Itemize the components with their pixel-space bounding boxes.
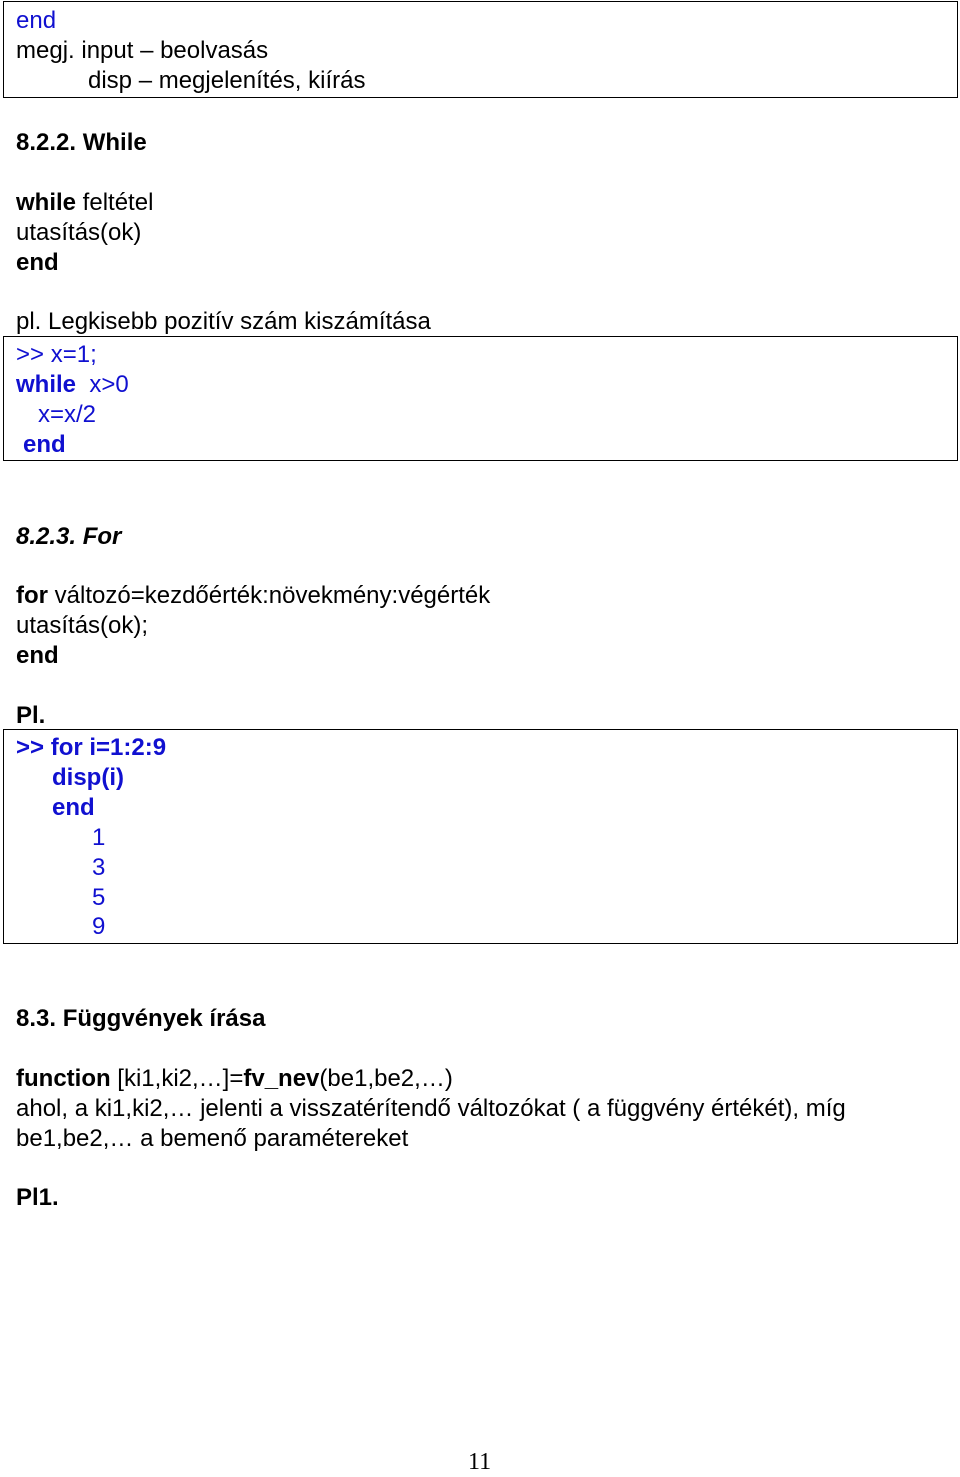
code: for i=1:2:9: [50, 734, 167, 761]
box3-output-4: 9: [92, 913, 106, 940]
box3-output-3: 5: [92, 884, 106, 911]
box3-line2: disp(i): [52, 764, 124, 791]
func-desc-2: be1,be2,… a bemenő paramétereket: [16, 1125, 409, 1152]
box2-line4: end: [23, 431, 66, 458]
outputs-list: [ki1,ki2,…]=: [110, 1065, 244, 1092]
box2-line1: [16, 340, 97, 370]
prompt: >>: [16, 341, 51, 368]
box3-output-1: 1: [92, 824, 106, 851]
while-body: utasítás(ok): [16, 219, 142, 246]
func-pl1: Pl1.: [16, 1184, 59, 1211]
for-syntax: [16, 581, 490, 611]
function-name: fv_nev: [243, 1065, 320, 1092]
box1-disp: disp – megjelenítés, kiírás: [88, 67, 366, 94]
for-range: változó=kezdőérték:növekmény:végérték: [48, 582, 491, 609]
while-end: end: [16, 249, 59, 276]
box2-line2: [16, 370, 129, 400]
box3-line1: [16, 733, 166, 763]
func-syntax: [16, 1064, 453, 1094]
box1-end: end: [16, 7, 57, 34]
code: x>0: [76, 371, 129, 398]
box3-line3: end: [52, 794, 95, 821]
prompt: >>: [16, 734, 51, 761]
box1-megj-input: megj. input – beolvasás: [16, 37, 269, 64]
func-desc-1: ahol, a ki1,ki2,… jelenti a visszatérítendő változókat ( a függvény értékét), míg: [16, 1095, 846, 1122]
page-number: 11: [468, 1449, 492, 1475]
inputs-list: (be1,be2,…): [319, 1065, 453, 1092]
for-end: end: [16, 642, 59, 669]
for-heading: 8.2.3. For: [16, 523, 122, 550]
for-keyword: for: [16, 582, 48, 609]
while-heading: 8.2.2. While: [16, 129, 147, 156]
func-heading: 8.3. Függvények írása: [16, 1005, 266, 1032]
for-pl: Pl.: [16, 702, 46, 729]
while-keyword: while: [16, 189, 77, 216]
for-body: utasítás(ok);: [16, 612, 149, 639]
function-keyword: function: [16, 1065, 111, 1092]
code-box-while: [3, 336, 958, 461]
while-keyword: while: [16, 371, 77, 398]
while-syntax: [16, 188, 153, 218]
while-example-title: pl. Legkisebb pozitív szám kiszámítása: [16, 308, 431, 335]
box3-output-2: 3: [92, 854, 106, 881]
code: x=1;: [50, 341, 97, 368]
while-condition: feltétel: [76, 189, 154, 216]
box2-line3: x=x/2: [38, 401, 97, 428]
